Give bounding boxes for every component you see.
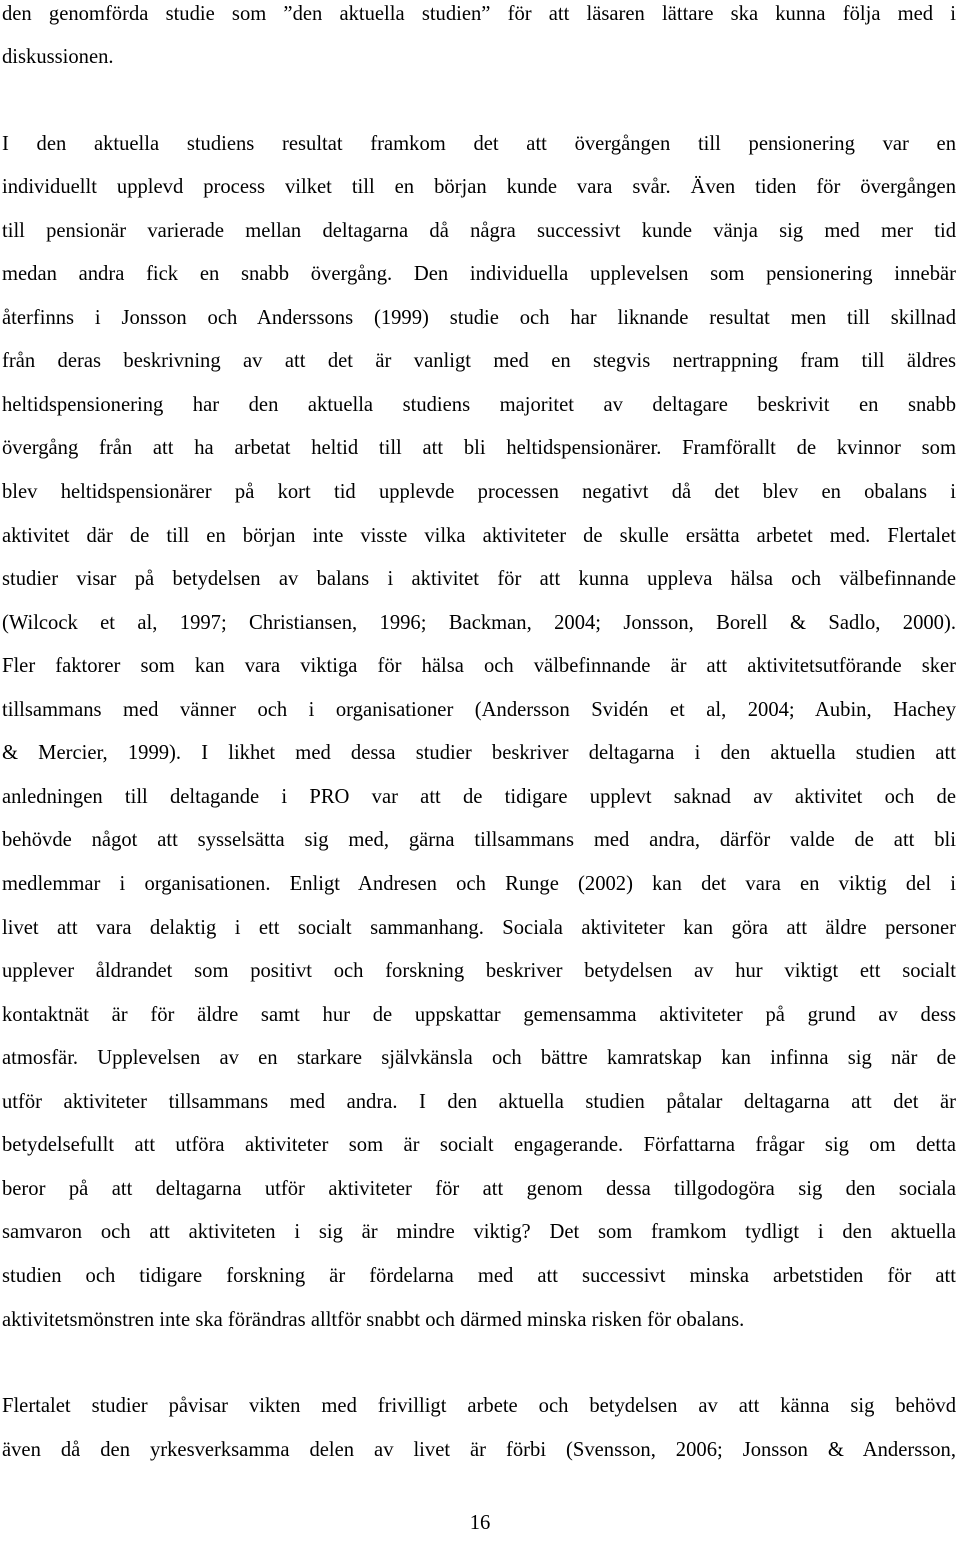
text-line: Flertalet studier påvisar vikten med frivilligt arbete och betydelsen av att känna sig behövd [2,1395,956,1417]
text-line: beror på att deltagarna utför aktiviteter för att genom dessa tillgodogöra sig den sociala [2,1178,956,1200]
text-line: behövde något att sysselsätta sig med, gärna tillsammans med andra, därför valde de att bli [2,829,956,851]
text-line: betydelsefullt att utföra aktiviteter som är socialt engagerande. Författarna frågar sig om detta [2,1134,956,1156]
text-line: tillsammans med vänner och i organisationer (Andersson Svidén et al, 2004; Aubin, Hachey [2,699,956,721]
text-line: studier visar på betydelsen av balans i aktivitet för att kunna uppleva hälsa och välbefinnande [2,568,956,590]
text-line: medlemmar i organisationen. Enligt Andresen och Runge (2002) kan det vara en viktig del i [2,873,956,895]
text-line: återfinns i Jonsson och Anderssons (1999) studie och har liknande resultat men till skillnad [2,307,956,329]
text-line: från deras beskrivning av att det är vanligt med en stegvis nertrappning fram till äldres [2,350,956,372]
text-line: (Wilcock et al, 1997; Christiansen, 1996; Backman, 2004; Jonsson, Borell & Sadlo, 2000). [2,612,956,634]
text-line: den genomförda studie som ”den aktuella studien” för att läsaren lättare ska kunna följa med i [2,3,956,25]
text-line: även då den yrkesverksamma delen av livet är förbi (Svensson, 2006; Jonsson & Andersson, [2,1439,956,1461]
text-line: medan andra fick en snabb övergång. Den individuella upplevelsen som pensionering innebär [2,263,956,285]
text-line: I den aktuella studiens resultat framkom det att övergången till pensionering var en [2,133,956,155]
text-line: Fler faktorer som kan vara viktiga för hälsa och välbefinnande är att aktivitetsutförande sker [2,655,956,677]
text-line: utför aktiviteter tillsammans med andra. I den aktuella studien påtalar deltagarna att det är [2,1091,956,1113]
text-line: blev heltidspensionärer på kort tid upplevde processen negativt då det blev en obalans i [2,481,956,503]
text-line: atmosfär. Upplevelsen av en starkare självkänsla och bättre kamratskap kan infinna sig när de [2,1047,956,1069]
page-number: 16 [469,1512,491,1534]
text-line: heltidspensionering har den aktuella studiens majoritet av deltagare beskrivit en snabb [2,394,956,416]
text-line: studien och tidigare forskning är fördelarna med att successivt minska arbetstiden för att [2,1265,956,1287]
text-line: övergång från att ha arbetat heltid till att bli heltidspensionärer. Framförallt de kvinnor som [2,437,956,459]
text-line: individuellt upplevd process vilket till en början kunde vara svår. Även tiden för övergången [2,176,956,198]
text-line: samvaron och att aktiviteten i sig är mindre viktig? Det som framkom tydligt i den aktuella [2,1221,956,1243]
text-line: kontaktnät är för äldre samt hur de uppskattar gemensamma aktiviteter på grund av dess [2,1004,956,1026]
text-line: diskussionen. [2,46,114,68]
text-line: aktivitetsmönstren inte ska förändras alltför snabbt och därmed minska risken för obalans. [2,1309,745,1331]
text-line: aktivitet där de till en början inte visste vilka aktiviteter de skulle ersätta arbetet med. Flertalet [2,525,956,547]
text-line: livet att vara delaktig i ett socialt sammanhang. Sociala aktiviteter kan göra att äldre personer [2,917,956,939]
text-line: till pensionär varierade mellan deltagarna då några successivt kunde vänja sig med mer tid [2,220,956,242]
text-line: anledningen till deltagande i PRO var att de tidigare upplevt saknad av aktivitet och de [2,786,956,808]
text-line: & Mercier, 1999). I likhet med dessa studier beskriver deltagarna i den aktuella studien att [2,742,956,764]
text-line: upplever åldrandet som positivt och forskning beskriver betydelsen av hur viktigt ett socialt [2,960,956,982]
